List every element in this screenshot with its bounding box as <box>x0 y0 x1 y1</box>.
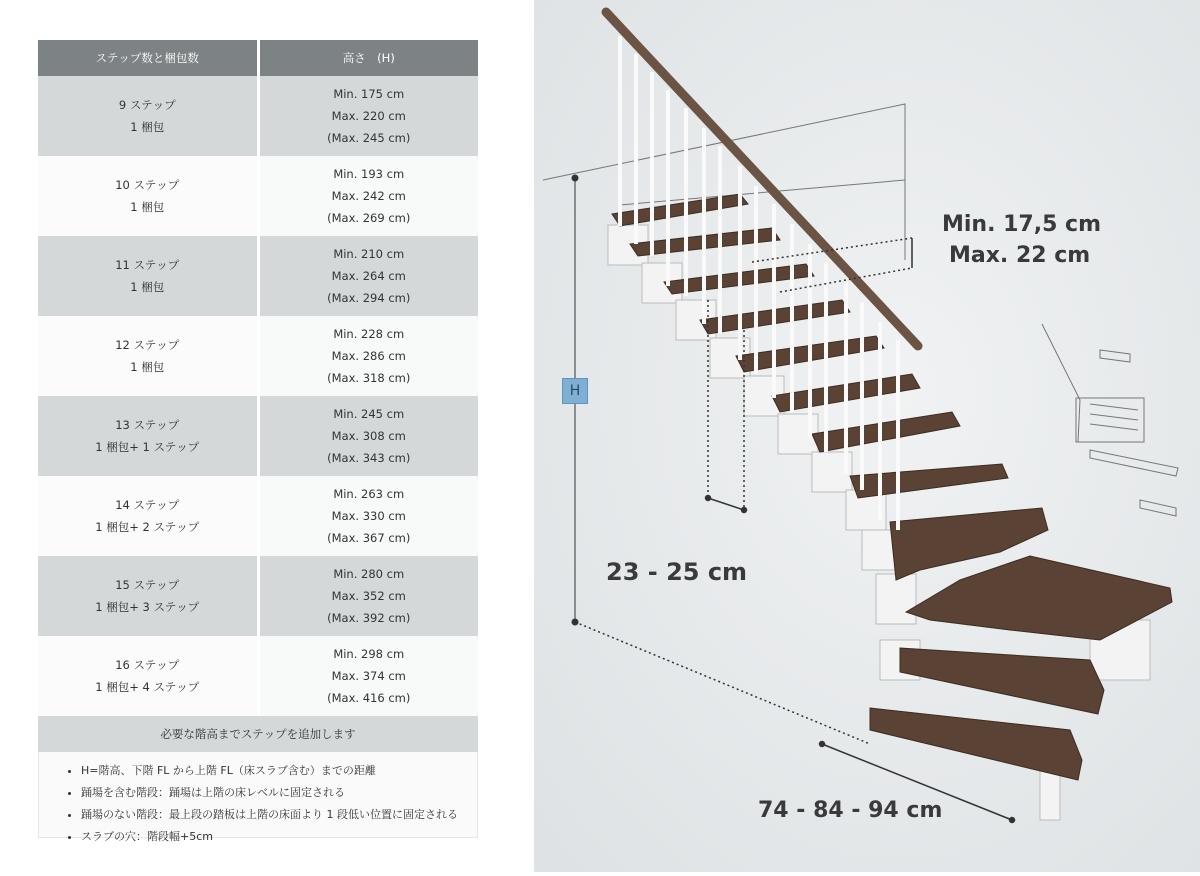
table-row <box>38 476 478 556</box>
height-max: Max. 308 cm <box>331 429 406 443</box>
height-max: Max. 220 cm <box>331 109 406 123</box>
steps-count: 11 ステップ <box>115 258 180 272</box>
steps-count: 15 ステップ <box>115 578 180 592</box>
steps-cell <box>38 156 258 236</box>
steps-count: 10 ステップ <box>115 178 180 192</box>
notes-box <box>38 752 478 843</box>
table-row <box>38 76 478 156</box>
steps-cell <box>38 76 258 156</box>
width-label: 74 - 84 - 94 cm <box>758 798 943 823</box>
height-max: Max. 242 cm <box>331 189 406 203</box>
steps-cell <box>38 236 258 316</box>
staircase-diagram <box>534 0 1200 872</box>
height-cell <box>258 316 478 396</box>
table-row <box>38 396 478 476</box>
steps-count: 12 ステップ <box>115 338 180 352</box>
height-label: H <box>562 378 588 404</box>
height-cell <box>258 636 478 716</box>
steps-count: 16 ステップ <box>115 658 180 672</box>
steps-count: 14 ステップ <box>115 498 180 512</box>
height-min: Min. 210 cm <box>333 247 405 261</box>
height-max-ext: (Max. 318 cm) <box>327 371 411 385</box>
pack-count: 1 梱包+ 2 ステップ <box>95 520 200 534</box>
height-max-ext: (Max. 294 cm) <box>327 291 411 305</box>
steps-cell <box>38 476 258 556</box>
table-row <box>38 236 478 316</box>
table-row <box>38 556 478 636</box>
height-cell <box>258 236 478 316</box>
notes-list <box>39 760 477 848</box>
note-item: • 踊場のない階段：最上段の踏板は上階の床面より 1 段低い位置に固定される <box>81 804 477 826</box>
height-min: Min. 175 cm <box>333 87 405 101</box>
steps-cell <box>38 556 258 636</box>
height-min: Min. 298 cm <box>333 647 405 661</box>
header-height: 高さ (H) <box>258 40 478 76</box>
note-item: • スラブの穴：階段幅+5cm <box>81 826 477 848</box>
height-min: Min. 193 cm <box>333 167 405 181</box>
height-max-ext: (Max. 269 cm) <box>327 211 411 225</box>
height-max-ext: (Max. 343 cm) <box>327 451 411 465</box>
pack-count: 1 梱包+ 4 ステップ <box>95 680 200 694</box>
pack-count: 1 梱包 <box>130 280 165 294</box>
height-max-ext: (Max. 245 cm) <box>327 131 411 145</box>
height-min: Min. 263 cm <box>333 487 405 501</box>
height-max: Max. 374 cm <box>331 669 406 683</box>
height-min: Min. 280 cm <box>333 567 405 581</box>
header-steps: ステップ数と梱包数 <box>38 40 258 76</box>
steps-cell <box>38 396 258 476</box>
table-header-row <box>38 40 478 76</box>
pack-count: 1 梱包 <box>130 360 165 374</box>
spec-table-container <box>38 40 478 843</box>
steps-count: 13 ステップ <box>115 418 180 432</box>
height-max-ext: (Max. 367 cm) <box>327 531 411 545</box>
steps-count: 9 ステップ <box>118 98 176 112</box>
rise-min-label: Min. 17,5 cm <box>942 212 1102 237</box>
pack-count: 1 梱包 <box>130 120 165 134</box>
pack-count: 1 梱包+ 3 ステップ <box>95 600 200 614</box>
height-cell <box>258 76 478 156</box>
height-max: Max. 264 cm <box>331 269 406 283</box>
height-cell <box>258 396 478 476</box>
table-row <box>38 156 478 236</box>
going-label: 23 - 25 cm <box>606 558 748 586</box>
pack-count: 1 梱包 <box>130 200 165 214</box>
height-max-ext: (Max. 416 cm) <box>327 691 411 705</box>
table-row <box>38 636 478 716</box>
staircase-illustration <box>534 0 1200 872</box>
height-cell <box>258 476 478 556</box>
height-cell <box>258 556 478 636</box>
spec-table <box>38 40 478 716</box>
height-max: Max. 352 cm <box>331 589 406 603</box>
height-max: Max. 286 cm <box>331 349 406 363</box>
steps-cell <box>38 636 258 716</box>
height-cell <box>258 156 478 236</box>
height-max-ext: (Max. 392 cm) <box>327 611 411 625</box>
table-footer: 必要な階高までステップを追加します <box>38 716 478 752</box>
height-min: Min. 245 cm <box>333 407 405 421</box>
note-item: • H=階高、下階 FL から上階 FL（床スラブ含む）までの距離 <box>81 760 477 782</box>
height-max: Max. 330 cm <box>331 509 406 523</box>
steps-cell <box>38 316 258 396</box>
note-item: • 踊場を含む階段：踊場は上階の床レベルに固定される <box>81 782 477 804</box>
table-row <box>38 316 478 396</box>
rise-max-label: Max. 22 cm <box>949 243 1091 268</box>
height-min: Min. 228 cm <box>333 327 405 341</box>
pack-count: 1 梱包+ 1 ステップ <box>95 440 200 454</box>
